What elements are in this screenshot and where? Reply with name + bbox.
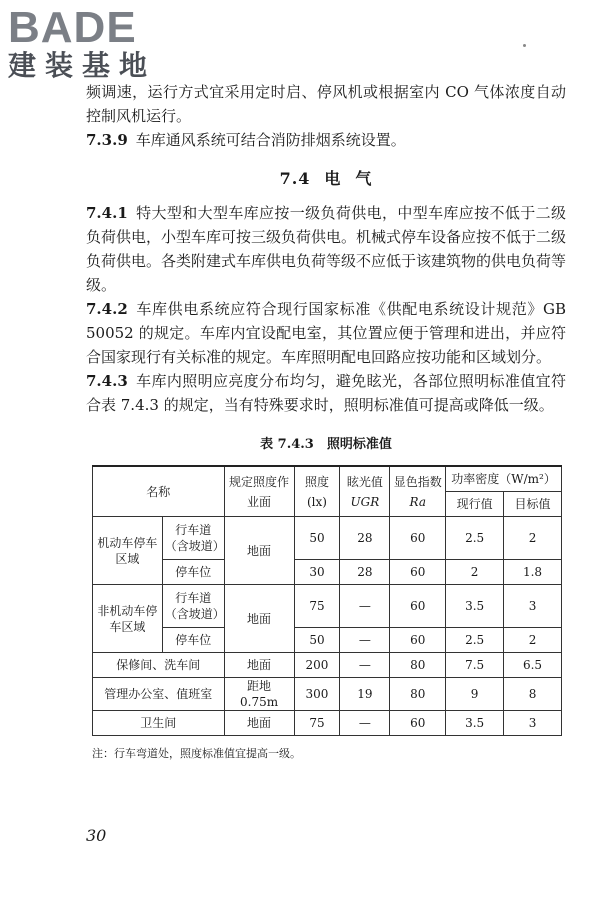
lux-cell: 50 — [294, 517, 340, 560]
header-current: 现行值 — [446, 492, 504, 517]
clause-number: 7.3.9 — [86, 131, 128, 149]
lux-cell: 75 — [294, 711, 340, 736]
ugr-cell: — — [340, 628, 390, 653]
clause-7-3-9 — [86, 128, 566, 152]
ugr-cell: 28 — [340, 560, 390, 585]
illumination-table — [92, 465, 562, 736]
document-body — [86, 80, 566, 766]
clause-number: 7.4.2 — [86, 300, 128, 318]
surface-cell: 地面 — [224, 711, 294, 736]
ra-cell: 60 — [390, 585, 446, 628]
table-row — [93, 560, 562, 585]
table-caption: 表 7.4.3 照明标准值 — [260, 437, 392, 452]
surface-cell: 地面 — [224, 585, 294, 653]
header-target: 目标值 — [504, 492, 562, 517]
clause-7-4-2 — [86, 297, 566, 369]
sub-cell: 行车道（含坡道） — [162, 517, 224, 560]
ra-cell: 60 — [390, 628, 446, 653]
target-cell: 2 — [504, 628, 562, 653]
brand-logo — [8, 3, 188, 82]
target-cell: 2 — [504, 517, 562, 560]
name-cell: 管理办公室、值班室 — [93, 678, 225, 711]
table-row — [93, 653, 562, 678]
target-cell: 3 — [504, 585, 562, 628]
header-cri: 显色指数 Ra — [390, 466, 446, 517]
name-cell: 保修间、洗车间 — [93, 653, 225, 678]
lux-cell: 50 — [294, 628, 340, 653]
paragraph-continued: 频调速，运行方式宜采用定时启、停风机或根据室内 CO 气体浓度自动控制风机运行。 — [86, 83, 566, 125]
clause-text: 车库通风系统可结合消防排烟系统设置。 — [135, 131, 406, 149]
section-title-2: 气 — [355, 169, 373, 188]
clause-text: 车库供电系统应符合现行国家标准《供配电系统设计规范》GB 50052 的规定。车库内宜设配电室，其位置应便于管理和进出，并应符合国家现行有关标准的规定。车库照明配电回路应按功能和区域划分。 — [86, 300, 566, 366]
table-header-row — [93, 466, 562, 492]
clause-7-4-1 — [86, 201, 566, 297]
table-row — [93, 517, 562, 560]
ugr-cell: — — [340, 711, 390, 736]
section-heading — [86, 167, 566, 191]
lux-cell: 300 — [294, 678, 340, 711]
table-row — [93, 628, 562, 653]
header-glare: 眩光值 UGR — [340, 466, 390, 517]
header-power: 功率密度（W/m²） — [446, 466, 562, 492]
current-cell: 3.5 — [446, 585, 504, 628]
clause-number: 7.4.1 — [86, 204, 128, 222]
clause-text: 特大型和大型车库应按一级负荷供电，中型车库应按不低于二级负荷供电，小型车库可按三级负荷供电。机械式停车设备应按不低于二级负荷供电。各类附建式车库供电负荷等级不应低于该建筑物的供电负荷等级。 — [86, 204, 567, 294]
ugr-cell: — — [340, 653, 390, 678]
scan-dot — [523, 44, 526, 47]
sub-cell: 停车位 — [162, 560, 224, 585]
section-number: 7.4 — [279, 169, 311, 188]
current-cell: 2.5 — [446, 628, 504, 653]
sub-cell: 停车位 — [162, 628, 224, 653]
section-title-1: 电 — [324, 169, 342, 188]
ra-cell: 60 — [390, 560, 446, 585]
table-note: 注：行车弯道处，照度标准值宜提高一级。 — [92, 747, 301, 760]
area-cell: 机动车停车区域 — [93, 517, 163, 585]
header-surface: 规定照度作业面 — [224, 466, 294, 517]
table-row — [93, 711, 562, 736]
ra-cell: 80 — [390, 678, 446, 711]
current-cell: 2.5 — [446, 517, 504, 560]
target-cell: 1.8 — [504, 560, 562, 585]
area-cell: 非机动车停车区域 — [93, 585, 163, 653]
sub-cell: 行车道（含坡道） — [162, 585, 224, 628]
ra-cell: 60 — [390, 711, 446, 736]
name-cell: 卫生间 — [93, 711, 225, 736]
ugr-cell: — — [340, 585, 390, 628]
page-number: 30 — [86, 826, 107, 845]
target-cell: 8 — [504, 678, 562, 711]
surface-cell: 距地 0.75m — [224, 678, 294, 711]
table-row — [93, 585, 562, 628]
ra-cell: 60 — [390, 517, 446, 560]
logo-brand: BADE — [8, 3, 137, 52]
surface-cell: 地面 — [224, 517, 294, 585]
clause-text: 车库内照明应亮度分布均匀，避免眩光，各部位照明标准值宜符合表 7.4.3 的规定，当有特殊要求时，照明标准值可提高或降低一级。 — [86, 372, 566, 414]
target-cell: 3 — [504, 711, 562, 736]
ugr-cell: 28 — [340, 517, 390, 560]
current-cell: 7.5 — [446, 653, 504, 678]
logo-subtitle: 建装基地 — [8, 49, 157, 82]
current-cell: 9 — [446, 678, 504, 711]
current-cell: 2 — [446, 560, 504, 585]
table-row — [93, 678, 562, 711]
lux-cell: 75 — [294, 585, 340, 628]
header-name: 名称 — [93, 466, 225, 517]
lux-cell: 30 — [294, 560, 340, 585]
target-cell: 6.5 — [504, 653, 562, 678]
ra-cell: 80 — [390, 653, 446, 678]
surface-cell: 地面 — [224, 653, 294, 678]
clause-7-4-3 — [86, 369, 566, 417]
clause-number: 7.4.3 — [86, 372, 128, 390]
ugr-cell: 19 — [340, 678, 390, 711]
header-lux: 照度(lx) — [294, 466, 340, 517]
current-cell: 3.5 — [446, 711, 504, 736]
lux-cell: 200 — [294, 653, 340, 678]
